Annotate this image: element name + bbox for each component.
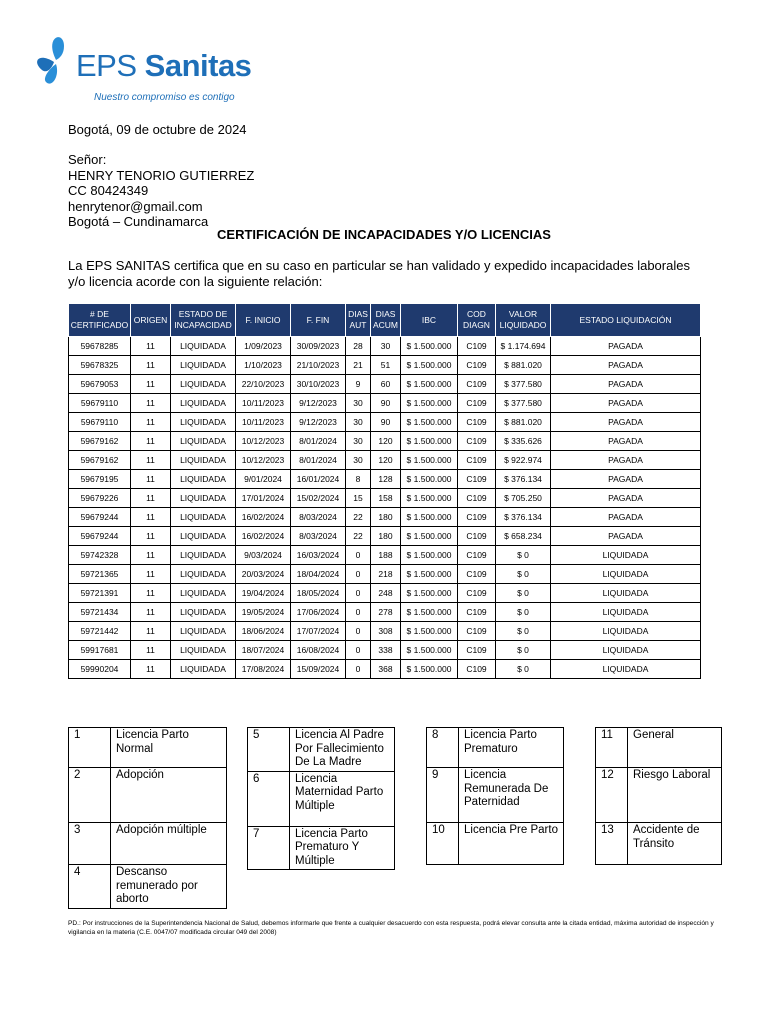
table-cell: 11 xyxy=(131,641,171,660)
table-cell: 60 xyxy=(371,375,401,394)
legend-group-4 xyxy=(595,727,722,865)
table-cell: PAGADA xyxy=(551,394,701,413)
table-header-cell: DIAS AUT xyxy=(346,304,371,337)
table-cell: 30 xyxy=(371,337,401,356)
table-cell: $ 1.500.000 xyxy=(401,394,458,413)
table-cell: 30 xyxy=(346,413,371,432)
table-cell: 11 xyxy=(131,603,171,622)
table-cell: $ 1.500.000 xyxy=(401,584,458,603)
legend-code: 2 xyxy=(69,768,111,823)
table-cell: 0 xyxy=(346,641,371,660)
recipient-block xyxy=(68,152,254,230)
recipient-name: HENRY TENORIO GUTIERREZ xyxy=(68,167,255,183)
table-cell: 16/02/2024 xyxy=(236,527,291,546)
table-cell: 158 xyxy=(371,489,401,508)
table-cell: 11 xyxy=(131,546,171,565)
table-cell: 59990204 xyxy=(69,660,131,679)
table-cell: 19/04/2024 xyxy=(236,584,291,603)
legend-description: Licencia Parto Prematuro Y Múltiple xyxy=(290,826,395,870)
table-cell: $ 376.134 xyxy=(496,508,551,527)
legend-code: 11 xyxy=(596,728,628,768)
table-cell: 16/02/2024 xyxy=(236,508,291,527)
table-cell: LIQUIDADA xyxy=(171,394,236,413)
table-cell: 120 xyxy=(371,451,401,470)
table-row xyxy=(69,584,701,603)
legend-group-1 xyxy=(68,727,227,909)
legend-code: 4 xyxy=(69,865,111,909)
table-row xyxy=(69,641,701,660)
table-header-cell: IBC xyxy=(401,304,458,337)
table-cell: LIQUIDADA xyxy=(171,641,236,660)
legend-row xyxy=(69,823,227,865)
table-cell: 0 xyxy=(346,603,371,622)
table-cell: 19/05/2024 xyxy=(236,603,291,622)
table-cell: LIQUIDADA xyxy=(551,603,701,622)
legend-row xyxy=(596,728,722,768)
table-cell: 11 xyxy=(131,508,171,527)
table-cell: $ 1.500.000 xyxy=(401,546,458,565)
table-header-cell: ESTADO LIQUIDACIÓN xyxy=(551,304,701,337)
table-cell: C109 xyxy=(458,375,496,394)
table-header-cell: VALOR LIQUIDADO xyxy=(496,304,551,337)
table-cell: LIQUIDADA xyxy=(171,451,236,470)
table-cell: 30 xyxy=(346,451,371,470)
legend-description: Accidente de Tránsito xyxy=(628,823,722,865)
table-cell: 11 xyxy=(131,527,171,546)
table-cell: PAGADA xyxy=(551,413,701,432)
table-cell: $ 0 xyxy=(496,622,551,641)
table-cell: C109 xyxy=(458,622,496,641)
table-cell: PAGADA xyxy=(551,527,701,546)
table-cell: 18/06/2024 xyxy=(236,622,291,641)
legend-group-2 xyxy=(247,727,395,870)
legend-description: Licencia Remunerada De Paternidad xyxy=(459,768,564,823)
table-cell: C109 xyxy=(458,546,496,565)
table-cell: 0 xyxy=(346,660,371,679)
footnote: PD.: Por instrucciones de la Superintendencia Nacional de Salud, debemos informarle que frente a cualquier desacuerdo con esta respuesta, podrá elevar consulta ante la citada entidad, máxima autoridad de inspección y vigilancia en la materia (C.E. 0047/07 modificada circular 049 del 2008) xyxy=(68,920,714,936)
table-row xyxy=(69,394,701,413)
table-cell: 30/09/2023 xyxy=(291,337,346,356)
table-cell: 368 xyxy=(371,660,401,679)
table-row xyxy=(69,432,701,451)
table-cell: 21 xyxy=(346,356,371,375)
table-cell: 10/12/2023 xyxy=(236,432,291,451)
table-cell: 11 xyxy=(131,432,171,451)
table-cell: 16/01/2024 xyxy=(291,470,346,489)
legend-code: 9 xyxy=(427,768,459,823)
table-cell: 11 xyxy=(131,470,171,489)
table-header-cell: DIAS ACUM xyxy=(371,304,401,337)
table-cell: LIQUIDADA xyxy=(551,622,701,641)
table-header-cell: F. FIN xyxy=(291,304,346,337)
butterfly-logo-icon xyxy=(34,32,78,88)
table-cell: $ 1.500.000 xyxy=(401,375,458,394)
table-cell: LIQUIDADA xyxy=(171,470,236,489)
legend-row xyxy=(427,823,564,865)
table-cell: 30/10/2023 xyxy=(291,375,346,394)
table-cell: $ 922.974 xyxy=(496,451,551,470)
table-cell: 59678285 xyxy=(69,337,131,356)
table-cell: LIQUIDADA xyxy=(171,660,236,679)
table-cell: LIQUIDADA xyxy=(551,660,701,679)
legend-description: General xyxy=(628,728,722,768)
table-cell: LIQUIDADA xyxy=(171,565,236,584)
table-row xyxy=(69,451,701,470)
legend-description: Adopción xyxy=(111,768,227,823)
legend-row xyxy=(248,826,395,870)
table-cell: 90 xyxy=(371,394,401,413)
table-cell: 59678325 xyxy=(69,356,131,375)
table-cell: LIQUIDADA xyxy=(171,432,236,451)
table-cell: $ 0 xyxy=(496,603,551,622)
table-cell: $ 0 xyxy=(496,641,551,660)
legend-row xyxy=(69,728,227,768)
table-cell: $ 705.250 xyxy=(496,489,551,508)
table-cell: LIQUIDADA xyxy=(171,603,236,622)
table-cell: $ 1.500.000 xyxy=(401,470,458,489)
table-cell: PAGADA xyxy=(551,337,701,356)
table-cell: 59679110 xyxy=(69,413,131,432)
table-cell: 188 xyxy=(371,546,401,565)
document-title: CERTIFICACIÓN DE INCAPACIDADES Y/O LICENCIAS xyxy=(217,227,551,242)
table-cell: $ 0 xyxy=(496,660,551,679)
table-cell: LIQUIDADA xyxy=(171,584,236,603)
table-cell: C109 xyxy=(458,641,496,660)
table-cell: C109 xyxy=(458,356,496,375)
legend-description: Riesgo Laboral xyxy=(628,768,722,823)
legend-row xyxy=(427,768,564,823)
table-cell: 59721434 xyxy=(69,603,131,622)
table-cell: 9/12/2023 xyxy=(291,413,346,432)
table-cell: C109 xyxy=(458,660,496,679)
table-cell: 10/11/2023 xyxy=(236,413,291,432)
legend-row xyxy=(596,823,722,865)
table-cell: 8/03/2024 xyxy=(291,508,346,527)
legend-description: Licencia Maternidad Parto Múltiple xyxy=(290,771,395,826)
table-cell: LIQUIDADA xyxy=(171,622,236,641)
table-header-cell: ESTADO DE INCAPACIDAD xyxy=(171,304,236,337)
table-cell: 59721391 xyxy=(69,584,131,603)
table-cell: 338 xyxy=(371,641,401,660)
table-cell: $ 1.500.000 xyxy=(401,660,458,679)
table-row xyxy=(69,337,701,356)
table-cell: C109 xyxy=(458,527,496,546)
table-cell: LIQUIDADA xyxy=(551,565,701,584)
table-cell: 21/10/2023 xyxy=(291,356,346,375)
table-cell: LIQUIDADA xyxy=(171,337,236,356)
table-header-cell: COD DIAGN xyxy=(458,304,496,337)
table-cell: 11 xyxy=(131,337,171,356)
table-cell: 11 xyxy=(131,660,171,679)
intro-paragraph: La EPS SANITAS certifica que en su caso en particular se han validado y expedido incapacidades laborales y/o licencia acorde con la siguiente relación: xyxy=(68,258,690,289)
recipient-id: CC 80424349 xyxy=(68,183,149,198)
table-cell: C109 xyxy=(458,489,496,508)
table-cell: 11 xyxy=(131,584,171,603)
table-cell: LIQUIDADA xyxy=(171,508,236,527)
table-cell: LIQUIDADA xyxy=(551,546,701,565)
table-cell: $ 1.500.000 xyxy=(401,603,458,622)
table-cell: LIQUIDADA xyxy=(171,375,236,394)
table-cell: PAGADA xyxy=(551,470,701,489)
brand-name xyxy=(76,48,251,84)
table-cell: C109 xyxy=(458,470,496,489)
table-cell: LIQUIDADA xyxy=(551,641,701,660)
table-cell: 248 xyxy=(371,584,401,603)
table-cell: 28 xyxy=(346,337,371,356)
legend-code: 12 xyxy=(596,768,628,823)
table-cell: C109 xyxy=(458,451,496,470)
brand-eps: EPS xyxy=(76,48,137,83)
legend-code: 7 xyxy=(248,826,290,870)
table-cell: PAGADA xyxy=(551,375,701,394)
eps-sanitas-logo xyxy=(34,32,252,108)
table-cell: 59721442 xyxy=(69,622,131,641)
table-row xyxy=(69,413,701,432)
table-cell: 16/03/2024 xyxy=(291,546,346,565)
table-cell: 59679244 xyxy=(69,527,131,546)
table-row xyxy=(69,470,701,489)
table-row xyxy=(69,603,701,622)
table-cell: C109 xyxy=(458,432,496,451)
table-cell: 11 xyxy=(131,413,171,432)
table-cell: 11 xyxy=(131,375,171,394)
legend-code: 13 xyxy=(596,823,628,865)
legend-code: 6 xyxy=(248,771,290,826)
table-cell: C109 xyxy=(458,565,496,584)
table-row xyxy=(69,565,701,584)
table-cell: 15/09/2024 xyxy=(291,660,346,679)
table-cell: 9/01/2024 xyxy=(236,470,291,489)
table-cell: 9/03/2024 xyxy=(236,546,291,565)
table-body xyxy=(69,337,701,679)
table-cell: 59679226 xyxy=(69,489,131,508)
table-cell: 18/04/2024 xyxy=(291,565,346,584)
brand-sanitas: Sanitas xyxy=(144,48,252,83)
table-cell: 0 xyxy=(346,584,371,603)
legend-code: 8 xyxy=(427,728,459,768)
table-cell: 308 xyxy=(371,622,401,641)
table-cell: $ 1.500.000 xyxy=(401,337,458,356)
table-cell: $ 1.500.000 xyxy=(401,489,458,508)
table-cell: C109 xyxy=(458,394,496,413)
table-cell: $ 376.134 xyxy=(496,470,551,489)
table-cell: 8 xyxy=(346,470,371,489)
table-cell: 11 xyxy=(131,489,171,508)
table-cell: $ 1.500.000 xyxy=(401,451,458,470)
table-cell: $ 1.500.000 xyxy=(401,508,458,527)
table-cell: LIQUIDADA xyxy=(171,413,236,432)
table-cell: 17/08/2024 xyxy=(236,660,291,679)
table-cell: PAGADA xyxy=(551,451,701,470)
incapacities-table xyxy=(68,303,701,679)
table-cell: 22/10/2023 xyxy=(236,375,291,394)
table-cell: 8/03/2024 xyxy=(291,527,346,546)
legend-row xyxy=(427,728,564,768)
salutation: Señor: xyxy=(68,152,107,167)
legend-description: Licencia Parto Normal xyxy=(111,728,227,768)
table-cell: 11 xyxy=(131,451,171,470)
table-cell: $ 1.500.000 xyxy=(401,527,458,546)
table-cell: 30 xyxy=(346,394,371,413)
legend-row xyxy=(69,768,227,823)
table-cell: 1/10/2023 xyxy=(236,356,291,375)
table-cell: $ 377.580 xyxy=(496,394,551,413)
table-cell: 128 xyxy=(371,470,401,489)
table-cell: 278 xyxy=(371,603,401,622)
table-header-cell: F. INICIO xyxy=(236,304,291,337)
table-cell: 11 xyxy=(131,565,171,584)
legend-group-3 xyxy=(426,727,564,865)
table-cell: 17/07/2024 xyxy=(291,622,346,641)
table-cell: $ 1.500.000 xyxy=(401,432,458,451)
table-cell: 9 xyxy=(346,375,371,394)
legend-description: Licencia Parto Prematuro xyxy=(459,728,564,768)
table-cell: 59742328 xyxy=(69,546,131,565)
table-cell: 18/07/2024 xyxy=(236,641,291,660)
legend-row xyxy=(248,771,395,826)
table-row xyxy=(69,546,701,565)
recipient-email: henrytenor@gmail.com xyxy=(68,198,203,214)
table-cell: LIQUIDADA xyxy=(551,584,701,603)
table-cell: 59679244 xyxy=(69,508,131,527)
date-line: Bogotá, 09 de octubre de 2024 xyxy=(68,122,247,137)
table-cell: 15/02/2024 xyxy=(291,489,346,508)
table-cell: 59679162 xyxy=(69,432,131,451)
table-cell: 22 xyxy=(346,527,371,546)
table-cell: $ 881.020 xyxy=(496,356,551,375)
table-cell: $ 1.500.000 xyxy=(401,356,458,375)
table-cell: 17/01/2024 xyxy=(236,489,291,508)
table-cell: C109 xyxy=(458,413,496,432)
table-cell: 8/01/2024 xyxy=(291,451,346,470)
table-cell: 180 xyxy=(371,527,401,546)
table-cell: 11 xyxy=(131,394,171,413)
table-cell: LIQUIDADA xyxy=(171,489,236,508)
table-cell: 10/12/2023 xyxy=(236,451,291,470)
table-cell: 218 xyxy=(371,565,401,584)
table-cell: $ 881.020 xyxy=(496,413,551,432)
table-cell: 8/01/2024 xyxy=(291,432,346,451)
legend-row xyxy=(596,768,722,823)
table-cell: $ 335.626 xyxy=(496,432,551,451)
table-cell: C109 xyxy=(458,337,496,356)
table-cell: 18/05/2024 xyxy=(291,584,346,603)
table-cell: PAGADA xyxy=(551,508,701,527)
table-cell: 59679162 xyxy=(69,451,131,470)
table-cell: $ 0 xyxy=(496,584,551,603)
table-cell: LIQUIDADA xyxy=(171,546,236,565)
table-cell: $ 0 xyxy=(496,546,551,565)
table-cell: LIQUIDADA xyxy=(171,356,236,375)
table-cell: 17/06/2024 xyxy=(291,603,346,622)
legend-code: 10 xyxy=(427,823,459,865)
table-cell: C109 xyxy=(458,603,496,622)
table-cell: 30 xyxy=(346,432,371,451)
table-header-cell: ORIGEN xyxy=(131,304,171,337)
table-cell: 0 xyxy=(346,622,371,641)
table-cell: C109 xyxy=(458,508,496,527)
table-cell: $ 1.500.000 xyxy=(401,413,458,432)
table-cell: $ 0 xyxy=(496,565,551,584)
table-cell: 51 xyxy=(371,356,401,375)
table-cell: 22 xyxy=(346,508,371,527)
table-row xyxy=(69,527,701,546)
table-cell: 59679110 xyxy=(69,394,131,413)
table-cell: 9/12/2023 xyxy=(291,394,346,413)
table-row xyxy=(69,660,701,679)
table-row xyxy=(69,622,701,641)
table-cell: 120 xyxy=(371,432,401,451)
table-cell: PAGADA xyxy=(551,356,701,375)
legend-code: 3 xyxy=(69,823,111,865)
legend-description: Licencia Pre Parto xyxy=(459,823,564,865)
recipient-city: Bogotá – Cundinamarca xyxy=(68,214,209,229)
table-cell: $ 1.500.000 xyxy=(401,641,458,660)
table-cell: $ 658.234 xyxy=(496,527,551,546)
table-cell: 20/03/2024 xyxy=(236,565,291,584)
table-cell: 11 xyxy=(131,622,171,641)
table-cell: 59679053 xyxy=(69,375,131,394)
legend-description: Descanso remunerado por aborto xyxy=(111,865,227,909)
brand-tagline: Nuestro compromiso es contigo xyxy=(94,92,235,103)
legend-row xyxy=(69,865,227,909)
legend-row xyxy=(248,728,395,772)
table-header-cell: # DE CERTIFICADO xyxy=(69,304,131,337)
table-cell: 1/09/2023 xyxy=(236,337,291,356)
legend-description: Adopción múltiple xyxy=(111,823,227,865)
table-row xyxy=(69,375,701,394)
table-cell: LIQUIDADA xyxy=(171,527,236,546)
table-cell: 59917681 xyxy=(69,641,131,660)
table-row xyxy=(69,508,701,527)
table-cell: $ 1.174.694 xyxy=(496,337,551,356)
table-cell: 59721365 xyxy=(69,565,131,584)
table-cell: 16/08/2024 xyxy=(291,641,346,660)
legend-code: 5 xyxy=(248,728,290,772)
table-cell: $ 1.500.000 xyxy=(401,565,458,584)
legend-code: 1 xyxy=(69,728,111,768)
table-cell: 15 xyxy=(346,489,371,508)
table-cell: PAGADA xyxy=(551,432,701,451)
table-cell: C109 xyxy=(458,584,496,603)
table-cell: 11 xyxy=(131,356,171,375)
table-row xyxy=(69,489,701,508)
table-cell: 10/11/2023 xyxy=(236,394,291,413)
table-cell: 90 xyxy=(371,413,401,432)
table-cell: 0 xyxy=(346,565,371,584)
table-cell: PAGADA xyxy=(551,489,701,508)
table-cell: 180 xyxy=(371,508,401,527)
table-cell: $ 377.580 xyxy=(496,375,551,394)
legend-description: Licencia Al Padre Por Fallecimiento De La Madre xyxy=(290,728,395,772)
table-cell: 0 xyxy=(346,546,371,565)
table-row xyxy=(69,356,701,375)
table-cell: 59679195 xyxy=(69,470,131,489)
table-header-row xyxy=(69,304,701,337)
table-cell: $ 1.500.000 xyxy=(401,622,458,641)
